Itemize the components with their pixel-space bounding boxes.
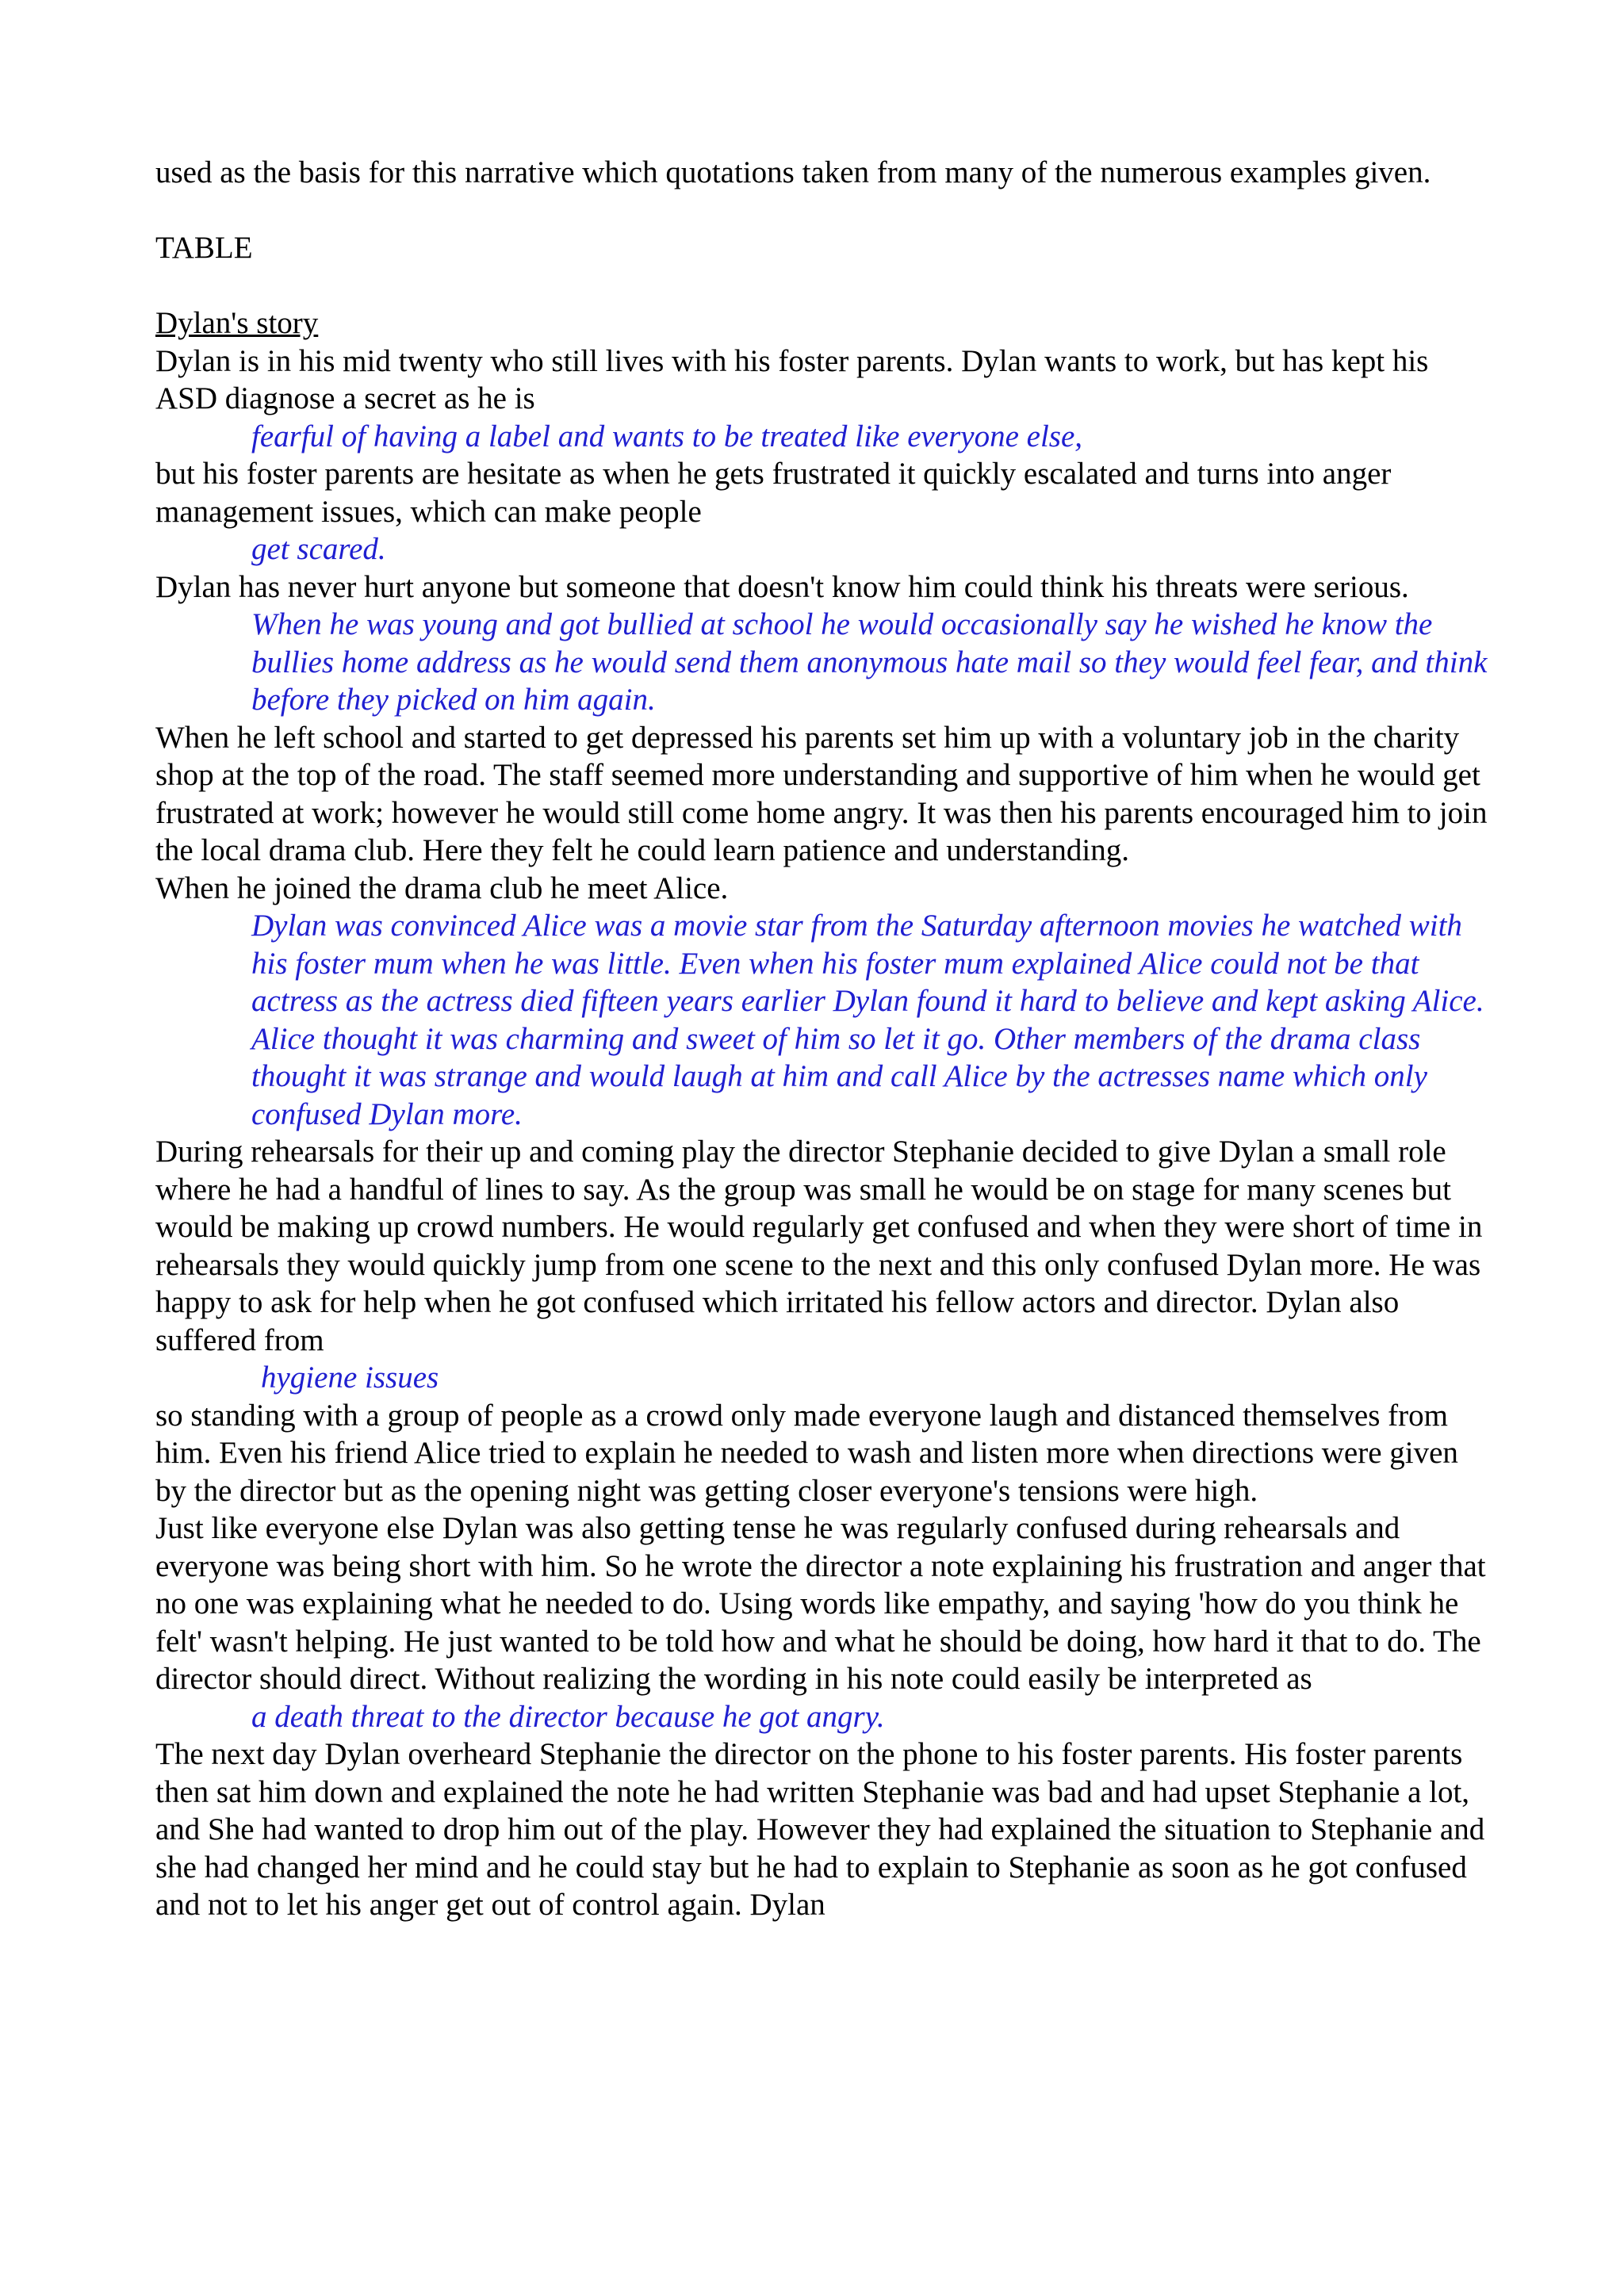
quote-3: When he was young and got bullied at school he would occasionally say he wished he know the bullies home address as he would send them anonymous hate mail so they would feel fear, and think before they picked on him again. (251, 607, 1488, 717)
quote-6: a death threat to the director because he got angry. (251, 1699, 885, 1734)
paragraph-6: During rehearsals for their up and coming play the director Stephanie decided to give Dylan a small role where he had a handful of lines to say. As the group was small he would be on stage for many scenes but would be making up crowd numbers. He would regularly get confused and when they were short of time in rehearsals they would quickly jump from one scene to the next and this only confused Dylan more. He was happy to ask for help when he got confused which irritated his fellow actors and director. Dylan also suffered from (155, 1135, 1483, 1357)
quote-2: get scared. (251, 532, 386, 566)
quote-4: Dylan was convinced Alice was a movie star from the Saturday afternoon movies he watched with his foster mum when he was little. Even when his foster mum explained Alice could not be that actress as the actress died fifteen years earlier Dylan found it hard to believe and kept asking Alice. Alice thought it was charming and sweet of him so let it go. Other members of the drama class thought it was strange and would laugh at him and call Alice by the actresses name which only confused Dylan more. (251, 909, 1484, 1131)
paragraph-2: but his foster parents are hesitate as when he gets frustrated it quickly escalated and turns into anger management issues, which can make people (155, 457, 1392, 529)
paragraph-8: Just like everyone else Dylan was also getting tense he was regularly confused during rehearsals and everyone was being short with him. So he wrote the director a note explaining his frustration and anger that no one was explaining what he needed to do. Using words like empathy, and saying 'how do you think he felt' wasn't helping. He just wanted to be told how and what he should be doing, how hard it that to do. The director should direct. Without realizing the wording in his note could easily be interpreted as (155, 1511, 1486, 1696)
paragraph-1: Dylan is in his mid twenty who still lives with his foster parents. Dylan wants to work, but has kept his ASD diagnose a secret as he is (155, 343, 1429, 415)
table-label: TABLE (155, 231, 253, 265)
quote-1: fearful of having a label and wants to be treated like everyone else, (251, 419, 1083, 453)
paragraph-5: When he joined the drama club he meet Alice. (155, 871, 729, 905)
paragraph-7: so standing with a group of people as a crowd only made everyone laugh and distanced themselves from him. Even his friend Alice tried to explain he needed to wash and listen more when directions were given by the director but as the opening night was getting closer everyone's tensions were high. (155, 1398, 1458, 1508)
paragraph-9: The next day Dylan overheard Stephanie the director on the phone to his foster parents. His foster parents then sat him down and explained the note he had written Stephanie was bad and had upset Stephanie a lot, and She had wanted to drop him out of the play. However they had explained the situation to Stephanie and she had changed her mind and he could stay but he had to explain to Stephanie as soon as he got confused and not to let his anger get out of control again. Dylan (155, 1737, 1485, 1922)
paragraph-3: Dylan has never hurt anyone but someone that doesn't know him could think his threats were serious. (155, 569, 1409, 604)
document-body (155, 154, 1488, 1924)
spacer (155, 192, 1488, 230)
story-heading: Dylan's story (155, 306, 319, 340)
paragraph-4: When he left school and started to get depressed his parents set him up with a voluntary job in the charity shop at the top of the road. The staff seemed more understanding and supportive of him when he would get frustrated at work; however he would still come home angry. It was then his parents encouraged him to join the local drama club. Here they felt he could learn patience and understanding. (155, 720, 1488, 867)
spacer (155, 267, 1488, 305)
quote-5: hygiene issues (261, 1360, 439, 1395)
intro-paragraph: used as the basis for this narrative which quotations taken from many of the numerous examples given. (155, 155, 1431, 189)
